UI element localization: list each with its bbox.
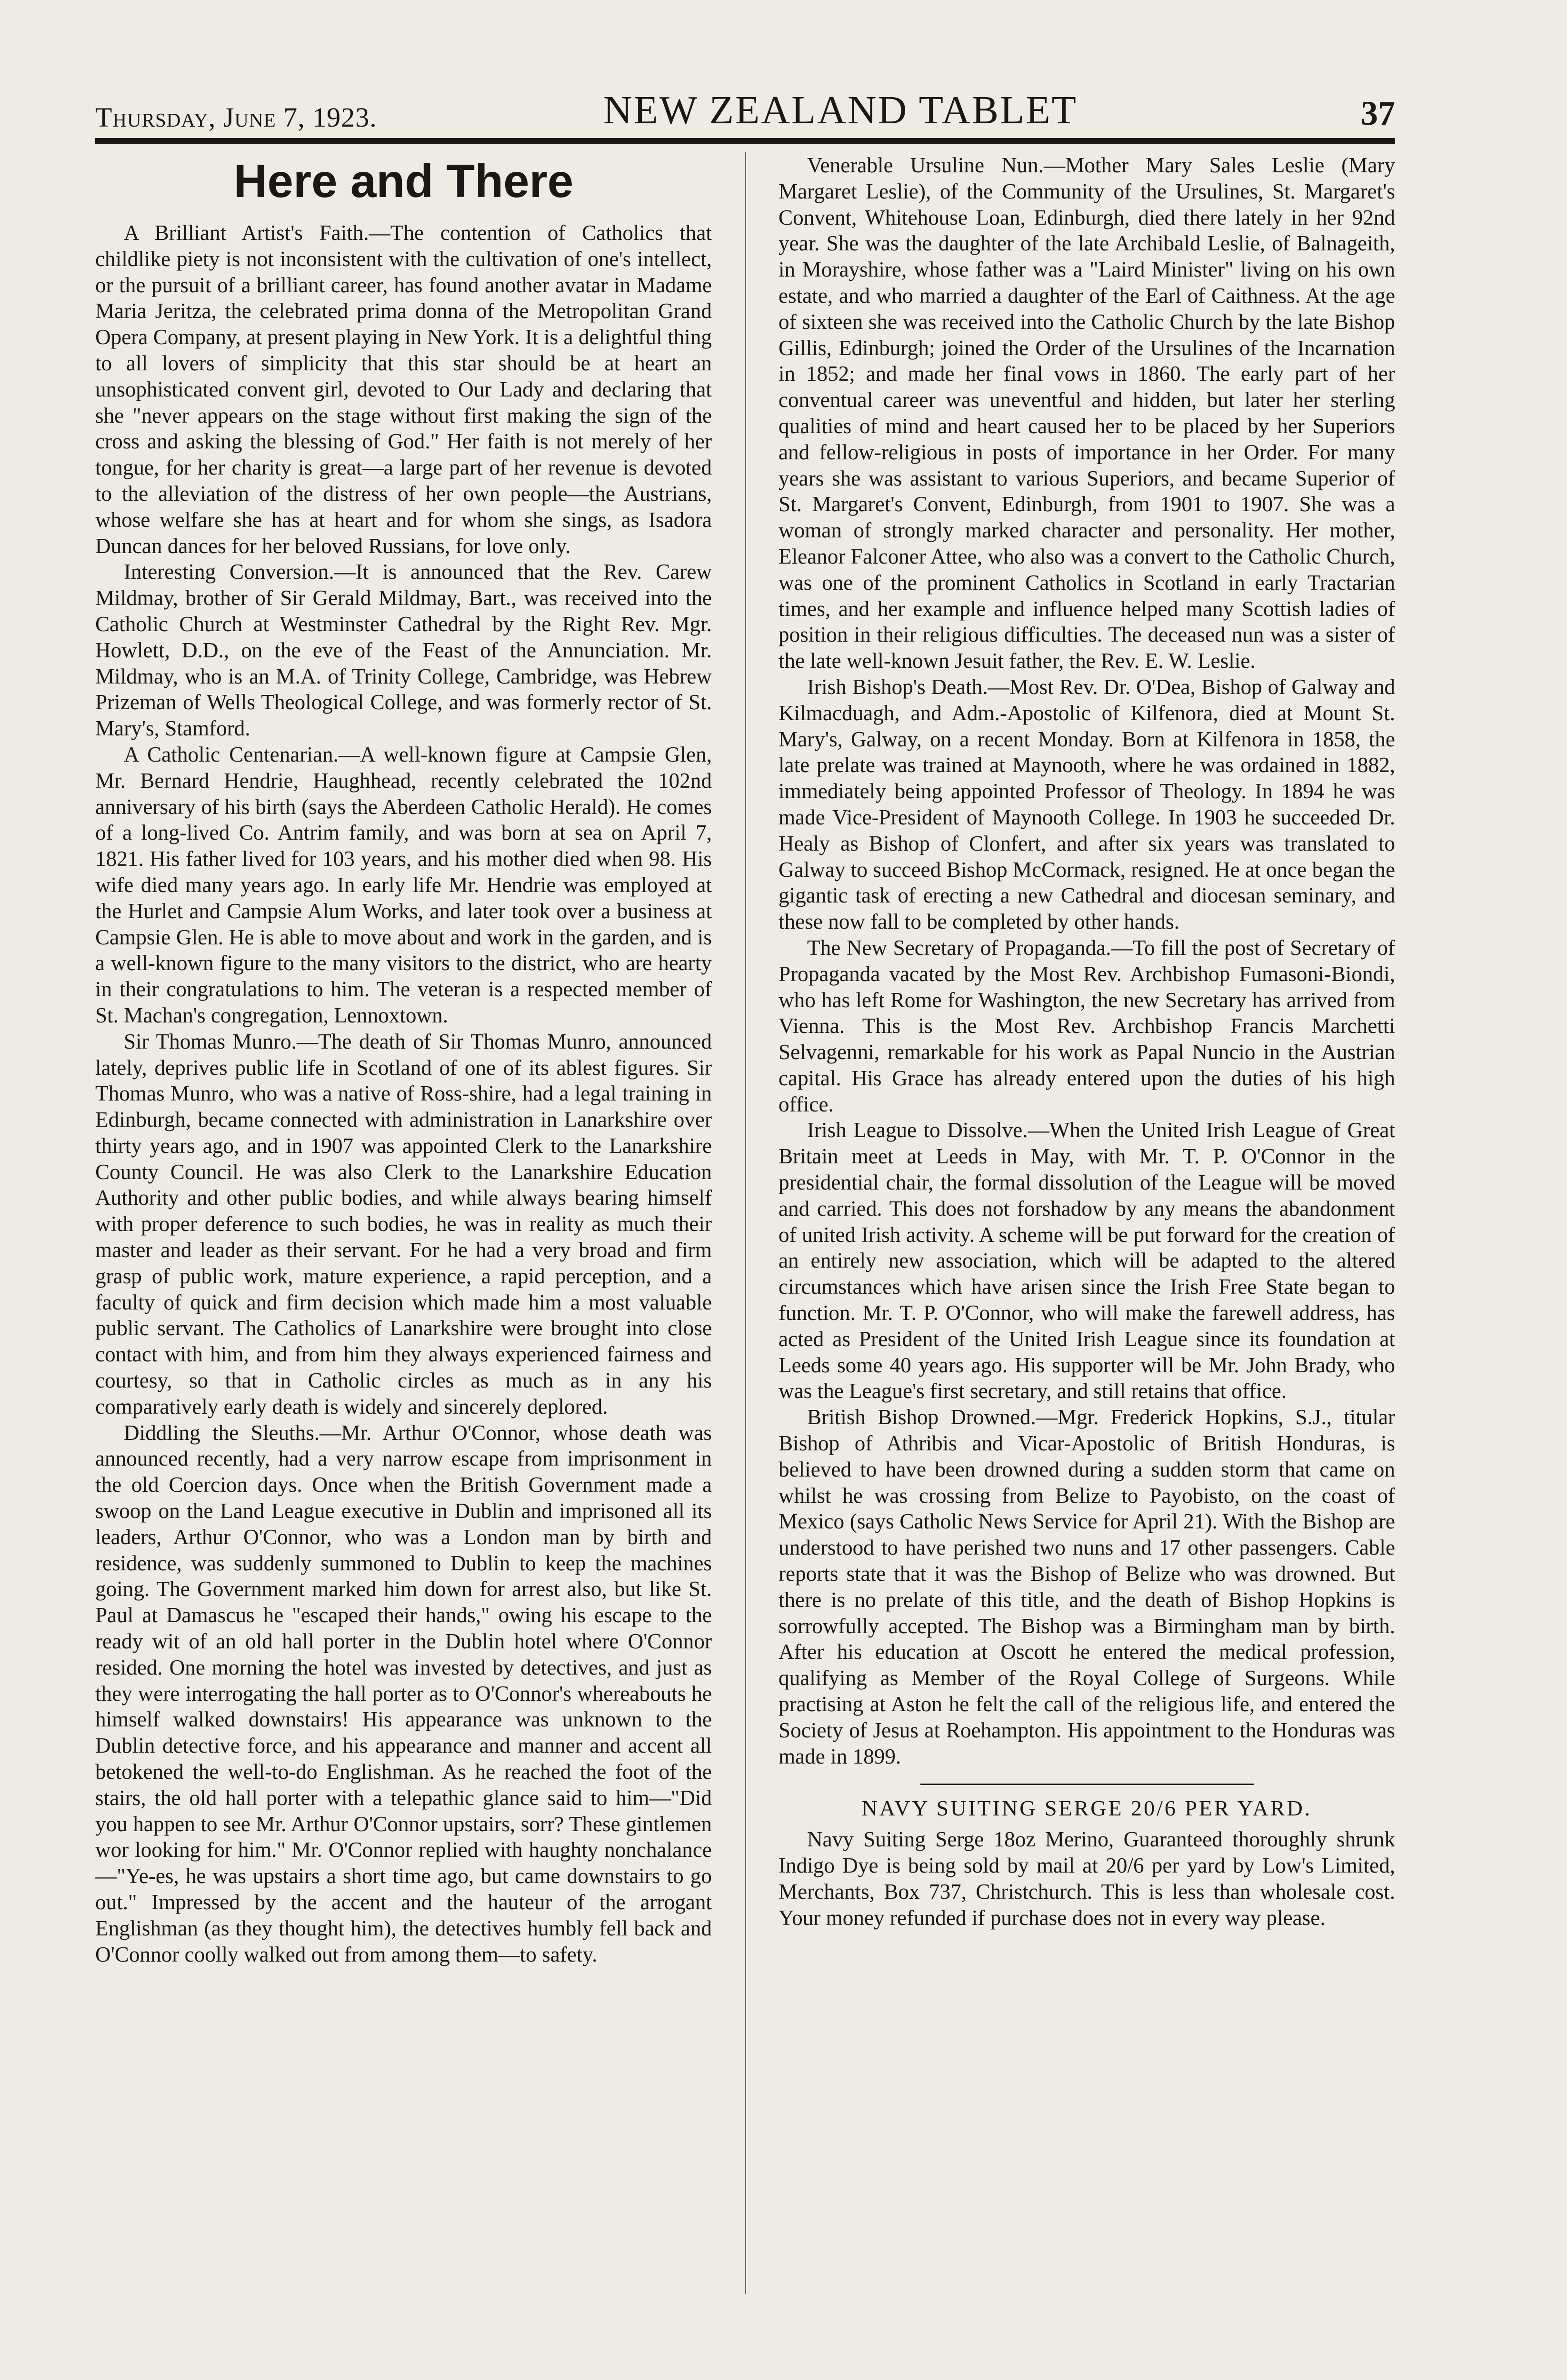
article-lead: A Catholic Centenarian.—: [124, 742, 360, 766]
article-text: When the United Irish League of Great Britain meet at Leeds in May, with Mr. T. P. O'Connor in the presidential chair, the formal dissolution of the League will be moved and carried. This does not forshadow by any means the abandonment of united Irish activity. A scheme will be put forward for the creation of an entirely new association, which will be adapted to the altered circumstances which have arisen since the Irish Free State began to function. Mr. T. P. O'Connor, who will make the farewell address, has acted as President of the United Irish League since its foundation at Leeds some 40 years ago. His supporter will be Mr. John Brady, who was the League's first secretary, and still retains that office.: [779, 1118, 1395, 1403]
article-text: The contention of Catholics that childlike piety is not inconsistent with the cultivation of one's intellect, or the pursuit of a brilliant career, has found another avatar in Madame Maria Jeritza, the celebrated prima donna of the Metropolitan Grand Opera Company, at present playing in New York. It is a delightful thing to all lovers of simplicity that this star should be at heart an unsophisticated convent girl, devoted to Our Lady and declaring that she "never appears on the stage without first making the sign of the cross and asking the blessing of God." Her faith is not merely of her tongue, for her charity is great—a large part of her revenue is devoted to the alleviation of the distress of her own people—the Austrians, whose welfare she has at heart and for whom she sings, as Isadora Duncan dances for her beloved Russians, for love only.: [95, 221, 712, 558]
article-lead: Irish League to Dissolve.—: [807, 1118, 1049, 1142]
article-paragraph: [95, 220, 712, 559]
left-column: [95, 152, 712, 1967]
article-lead: Venerable Ursuline Nun.—: [807, 153, 1066, 177]
article-lead: A Brilliant Artist's Faith.—: [124, 221, 390, 245]
page-number: 37: [1361, 94, 1395, 132]
navy-serge-advert-title: NAVY SUITING SERGE 20/6 PER YARD.: [861, 1796, 1312, 1821]
masthead: [95, 71, 1395, 133]
article-paragraph: [779, 152, 1395, 674]
article-text: To fill the post of Secretary of Propaganda vacated by the Most Rev. Archbishop Fumasoni-Biondi, who has left Rome for Washington, the new Secretary has arrived from Vienna. This is the Most Rev. Archbishop Francis Marchetti Selvagenni, remarkable for his work as Papal Nuncio in the Austrian capital. His Grace has already entered upon the duties of his high office.: [779, 935, 1395, 1116]
article-lead: Interesting Conversion.—: [124, 560, 356, 584]
article-paragraph: [95, 742, 712, 1029]
article-text: It is announced that the Rev. Carew Mildmay, brother of Sir Gerald Mildmay, Bart., was received into the Catholic Church at Westminster Cathedral by the Right Rev. Mgr. Howlett, D.D., on the eve of the Feast of the Annunciation. Mr. Mildmay, who is an M.A. of Trinity College, Cambridge, was Hebrew Prizeman of Wells Theological College, and was formerly rector of St. Mary's, Stamford.: [95, 560, 712, 741]
article-paragraph: [779, 935, 1395, 1118]
masthead-rule: [95, 138, 1395, 144]
navy-serge-advert-text: Navy Suiting Serge 18oz Merino, Guaranteed thoroughly shrunk Indigo Dye is being sold by mail at 20/6 per yard by Low's Limited, Merchants, Box 737, Christchurch. This is less than wholesale cost. Your money refunded if purchase does not in every way please.: [779, 1827, 1395, 1930]
article-lead: Irish Bishop's Death.—: [807, 674, 1009, 699]
article-lead: Sir Thomas Munro.—: [124, 1029, 319, 1053]
article-text: Most Rev. Dr. O'Dea, Bishop of Galway and Kilmacduagh, and Adm.-Apostolic of Kilfenora, died at Mount St. Mary's, Galway, on a recent Monday. Born at Kilfenora in 1858, the late prelate was trained at Maynooth, where he was ordained in 1882, immediately being appointed Professor of Theology. In 1894 he was made Vice-President of Maynooth College. In 1903 he succeeded Dr. Healy as Bishop of Clonfert, and after six years was translated to Galway to succeed Bishop McCormack, resigned. He at once began the gigantic task of erecting a new Cathedral and diocesan seminary, and these now fall to be completed by other hands.: [779, 674, 1395, 934]
issue-date: Thursday, June 7, 1923.: [95, 102, 377, 133]
article-lead: Diddling the Sleuths.—: [124, 1420, 341, 1445]
article-lead: The New Secretary of Propaganda.—: [807, 935, 1133, 960]
article-text: Mother Mary Sales Leslie (Mary Margaret Leslie), of the Community of the Ursulines, St. Margaret's Convent, Whitehouse Loan, Edinburgh, died there lately in her 92nd year. She was the daughter of the late Archibald Leslie, of Balnageith, in Morayshire, whose father was a "Laird Minister" living on his own estate, and who married a daughter of the Earl of Caithness. At the age of sixteen she was received into the Catholic Church by the late Bishop Gillis, Edinburgh; joined the Order of the Ursulines of the Incarnation in 1852; and made her final vows in 1860. The early part of her conventual career was uneventful and hidden, but later her sterling qualities of mind and heart caused her to be placed by her Superiors and fellow-religious in posts of importance in her Order. For many years she was assistant to various Superiors, and became Superior of St. Margaret's Convent, Edinburgh, from 1901 to 1907. She was a woman of strongly marked character and personality. Her mother, Eleanor Falconer Attee, who also was a convert to the Catholic Church, was one of the prominent Catholics in Scotland in early Tractarian times, and her example and influence helped many Scottish ladies of position in their religious difficulties. The deceased nun was a sister of the late well-known Jesuit father, the Rev. E. W. Leslie.: [779, 153, 1395, 673]
article-paragraph: [779, 1117, 1395, 1404]
article-lead: British Bishop Drowned.—: [807, 1405, 1058, 1429]
newspaper-title: NEW ZEALAND TABLET: [603, 88, 1078, 132]
right-column: [779, 152, 1395, 1931]
section-title: Here and There: [233, 155, 574, 207]
article-paragraph: [95, 1029, 712, 1420]
article-paragraph: [779, 1404, 1395, 1769]
article-text: A well-known figure at Campsie Glen, Mr. Bernard Hendrie, Haughhead, recently celebrated the 102nd anniversary of his birth (says the Aberdeen Catholic Herald). He comes of a long-lived Co. Antrim family, and was born at sea on April 7, 1821. His father lived for 103 years, and his mother died when 98. His wife died many years ago. In early life Mr. Hendrie was employed at the Hurlet and Campsie Alum Works, and later took over a business at Campsie Glen. He is able to move about and work in the garden, and is a well-known figure to the many visitors to the district, who are hearty in their congratulations to him. The veteran is a respected member of St. Machan's congregation, Lennoxtown.: [95, 742, 712, 1027]
article-paragraph: [779, 674, 1395, 935]
article-paragraph: [95, 1420, 712, 1968]
advert-separator: [920, 1784, 1254, 1785]
column-divider: [745, 152, 746, 2294]
article-text: Mr. Arthur O'Connor, whose death was announced recently, had a very narrow escape from imprisonment in the old Coercion days. Once when the British Government made a swoop on the Land League executive in Dublin and imprisoned all its leaders, Arthur O'Connor, who was a London man by birth and residence, was suddenly summoned to Dublin to keep the machines going. The Government marked him down for arrest also, but like St. Paul at Damascus he "escaped their hands," owing his escape to the ready wit of an old hall porter in the Dublin hotel where O'Connor resided. One morning the hotel was invested by detectives, and just as they were interrogating the hall porter as to O'Connor's whereabouts he himself walked downstairs! His appearance was unknown to the Dublin detective force, and his appearance and manner and accent all betokened the well-to-do Englishman. As he reached the foot of the stairs, the old hall porter with a telepathic glance said to him—"Did you happen to see Mr. Arthur O'Connor upstairs, sorr? These gintlemen wor looking for him." Mr. O'Connor replied with haughty nonchalance—"Ye-es, he was upstairs a short time ago, but came downstairs to go out." Impressed by the accent and the hauteur of the arrogant Englishman (as they thought him), the detectives humbly fell back and O'Connor coolly walked out from among them—to safety.: [95, 1420, 712, 1966]
article-paragraph: [95, 559, 712, 742]
article-text: Mgr. Frederick Hopkins, S.J., titular Bishop of Athribis and Vicar-Apostolic of British Honduras, is believed to have been drowned during a sudden storm that came on whilst he was crossing from Belize to Payobisto, on the coast of Mexico (says Catholic News Service for April 21). With the Bishop are understood to have perished two nuns and 17 other passengers. Cable reports state that it was the Bishop of Belize who was drowned. But there is no prelate of this title, and the death of Bishop Hopkins is sorrowfully accepted. The Bishop was a Birmingham man by birth. After his education at Oscott he entered the medical profession, qualifying as Member of the Royal College of Surgeons. While practising at Aston he felt the call of the religious life, and entered the Society of Jesus at Roehampton. His appointment to the Honduras was made in 1899.: [779, 1405, 1395, 1768]
article-text: The death of Sir Thomas Munro, announced lately, deprives public life in Scotland of one of its ablest figures. Sir Thomas Munro, who was a native of Ross-shire, had a legal training in Edinburgh, became connected with administration in Lanarkshire over thirty years ago, and in 1907 was appointed Clerk to the Lanarkshire County Council. He was also Clerk to the Lanarkshire Education Authority and other public bodies, and while always bearing himself with proper deference to such bodies, he was in reality as much their master and leader as their servant. For he had a very broad and firm grasp of public work, mature experience, a rapid perception, and a faculty of quick and firm decision which made him a most valuable public servant. The Catholics of Lanarkshire were brought into close contact with him, and from him they always experienced fairness and courtesy, so that in Catholic circles as much as in any his comparatively early death is widely and sincerely deplored.: [95, 1029, 712, 1418]
newspaper-page: [95, 71, 1395, 2380]
